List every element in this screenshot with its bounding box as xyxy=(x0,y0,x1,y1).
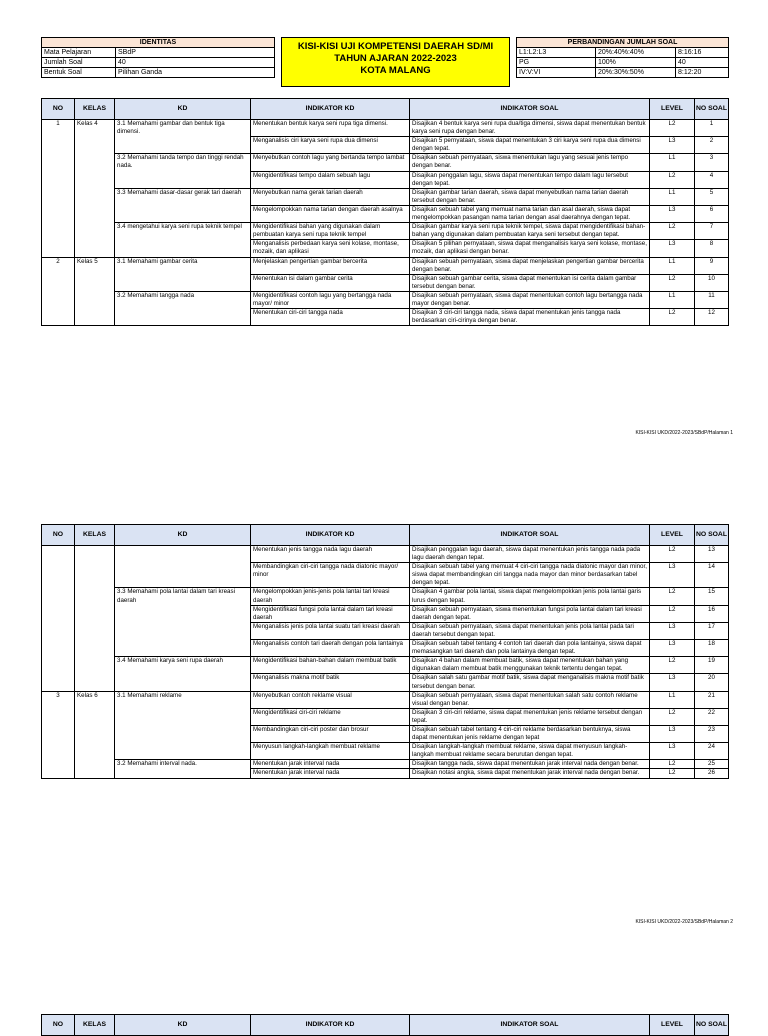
row-no-cell: 3 xyxy=(42,691,75,708)
row-level-cell: L1 xyxy=(650,188,695,205)
row-level-cell: L2 xyxy=(650,274,695,291)
row-indikator-kd-cell: Menganalisis ciri karya seni rupa dua dimensi xyxy=(251,137,410,154)
row-kd-cell xyxy=(115,725,251,742)
row-level-cell: L2 xyxy=(650,588,695,605)
row-level-cell: L2 xyxy=(650,760,695,769)
row-no-cell xyxy=(42,725,75,742)
row-indikator-kd-cell: Mengidentifikasi fungsi pola lantai dalam tari kreasi daerah xyxy=(251,605,410,622)
row-indikator-kd-cell: Menganalisis perbedaan karya seni kolase, montase, mozaik, dan aplikasi xyxy=(251,240,410,257)
row-kelas-cell xyxy=(75,274,115,291)
row-no-soal-cell: 11 xyxy=(695,291,729,308)
row-indikator-kd-cell: Menganalisis makna motif batik xyxy=(251,674,410,691)
row-kelas-cell xyxy=(75,622,115,639)
page-footer-2: KISI-KISI UKD/2022-2023/SBdP/Halaman 2 xyxy=(635,919,733,925)
row-no-soal-cell: 14 xyxy=(695,563,729,588)
row-kelas-cell xyxy=(75,240,115,257)
identitas-label: Mata Pelajaran xyxy=(42,48,116,58)
row-indikator-soal-cell: Disajikan sebuah tabel yang memuat 4 ciri-ciri tangga nada diatonic mayor dan minor, siswa dapat membandingkan ciri tangga nada mayor dan minor berdasarkan tabel dengan tepat. xyxy=(410,563,650,588)
perbandingan-cell: 8:16:16 xyxy=(676,48,729,58)
table-row xyxy=(42,674,729,691)
row-kelas-cell xyxy=(75,605,115,622)
row-indikator-soal-cell: Disajikan sebuah pernyataan, siswa dapat menentukan salah satu contoh reklame visual dengan benar. xyxy=(410,691,650,708)
table-row xyxy=(42,760,729,769)
row-no-cell: 1 xyxy=(42,120,75,137)
row-indikator-kd-cell: Menganalisis jenis pola lantai suatu tari kreasi daerah xyxy=(251,622,410,639)
row-no-cell xyxy=(42,588,75,605)
perbandingan-table xyxy=(516,37,729,78)
row-no-cell xyxy=(42,546,75,563)
row-level-cell: L3 xyxy=(650,240,695,257)
row-indikator-soal-cell: Disajikan salah satu gambar motif batik, siswa dapat menganalisis makna motif batik tersebut dengan benar. xyxy=(410,674,650,691)
row-kd-cell xyxy=(115,769,251,778)
row-kd-cell xyxy=(115,205,251,222)
row-indikator-kd-cell: Menyebutkan nama gerak tarian daerah xyxy=(251,188,410,205)
row-level-cell: L3 xyxy=(650,563,695,588)
row-kelas-cell xyxy=(75,588,115,605)
identitas-value: SBdP xyxy=(116,48,275,58)
row-kd-cell xyxy=(115,546,251,563)
row-kd-cell xyxy=(115,743,251,760)
row-no-cell xyxy=(42,760,75,769)
row-kelas-cell: Kelas 6 xyxy=(75,691,115,708)
col-header-indikator-kd: INDIKATOR KD xyxy=(251,1015,410,1036)
row-kelas-cell xyxy=(75,657,115,674)
col-header-indikator-soal: INDIKATOR SOAL xyxy=(410,525,650,546)
perbandingan-cell: 20%:30%:50% xyxy=(596,68,676,78)
row-indikator-soal-cell: Disajikan sebuah pernyataan, siswa menentukan lagu yang sesuai jenis tempo dengan benar. xyxy=(410,154,650,171)
row-kelas-cell xyxy=(75,137,115,154)
row-no-cell xyxy=(42,657,75,674)
row-no-cell xyxy=(42,309,75,326)
identitas-title: IDENTITAS xyxy=(42,38,275,48)
row-kd-cell xyxy=(115,605,251,622)
table-row xyxy=(42,657,729,674)
col-header-kelas: KELAS xyxy=(75,525,115,546)
row-indikator-kd-cell: Mengidentifikasi tempo dalam sebuah lagu xyxy=(251,171,410,188)
row-kd-cell xyxy=(115,674,251,691)
row-indikator-kd-cell: Menyebutkan contoh reklame visual xyxy=(251,691,410,708)
table-row xyxy=(42,171,729,188)
row-no-cell xyxy=(42,563,75,588)
table-row xyxy=(42,743,729,760)
table-row xyxy=(42,223,729,240)
table-row xyxy=(42,120,729,137)
row-no-cell xyxy=(42,240,75,257)
row-kd-cell: 3.3 Memahami pola lantai dalam tari kreasi daerah xyxy=(115,588,251,605)
row-indikator-kd-cell: Menyebutkan contoh lagu yang bertanda tempo lambat xyxy=(251,154,410,171)
row-indikator-soal-cell: Disajikan penggalan lagu daerah, siswa dapat menentukan jenis tangga nada pada lagu daerah dengan tepat. xyxy=(410,546,650,563)
col-header-indikator-kd: INDIKATOR KD xyxy=(251,525,410,546)
row-level-cell: L1 xyxy=(650,154,695,171)
row-no-cell xyxy=(42,137,75,154)
row-level-cell: L1 xyxy=(650,291,695,308)
row-indikator-kd-cell: Mengelompokkan nama tarian dengan daerah asalnya xyxy=(251,205,410,222)
row-indikator-soal-cell: Disajikan notasi angka, siswa dapat menentukan jarak interval nada dengan benar. xyxy=(410,769,650,778)
row-kelas-cell xyxy=(75,188,115,205)
row-level-cell: L2 xyxy=(650,309,695,326)
table-row xyxy=(42,691,729,708)
row-level-cell: L2 xyxy=(650,546,695,563)
row-no-cell xyxy=(42,223,75,240)
row-kelas-cell xyxy=(75,171,115,188)
row-kd-cell xyxy=(115,240,251,257)
table-row xyxy=(42,546,729,563)
row-kd-cell: 3.4 Memahami karya seni rupa daerah xyxy=(115,657,251,674)
row-kd-cell: 3.1 Memahami reklame xyxy=(115,691,251,708)
table-row xyxy=(42,274,729,291)
row-kd-cell: 3.4 mengetahui karya seni rupa teknik tempel xyxy=(115,223,251,240)
row-indikator-soal-cell: Disajikan sebuah tabel yang memuat nama tarian dan asal daerah, siswa dapat mengelompokkan pasangan nama tarian dengan asal daerahnya dengan tepat. xyxy=(410,205,650,222)
row-no-soal-cell: 17 xyxy=(695,622,729,639)
row-kelas-cell xyxy=(75,309,115,326)
row-indikator-soal-cell: Disajikan langkah-langkah membuat reklame, siswa dapat menyusun langkah-langkah membuat reklame secara berurutan dengan tepat. xyxy=(410,743,650,760)
row-no-soal-cell: 18 xyxy=(695,640,729,657)
row-no-soal-cell: 10 xyxy=(695,274,729,291)
table-row xyxy=(42,137,729,154)
row-kelas-cell xyxy=(75,205,115,222)
row-indikator-soal-cell: Disajikan sebuah pernyataan, siswa dapat menentukan jenis pola lantai pada tari daerah tersebut dengan tepat. xyxy=(410,622,650,639)
row-kd-cell: 3.3 Memahami dasar-dasar gerak tari daerah xyxy=(115,188,251,205)
perbandingan-cell: L1:L2:L3 xyxy=(517,48,596,58)
perbandingan-cell: PG xyxy=(517,58,596,68)
row-indikator-soal-cell: Disajikan sebuah pernyataan, siswa dapat menentukan contoh lagu bertangga nada mayor dengan benar. xyxy=(410,291,650,308)
row-no-soal-cell: 13 xyxy=(695,546,729,563)
row-no-soal-cell: 26 xyxy=(695,769,729,778)
row-indikator-soal-cell: Disajikan sebuah tabel tentang 4 contoh tari daerah dan pola lantainya, siswa dapat memasangkan tari daerah dan pola lantainya dengan tepat. xyxy=(410,640,650,657)
identitas-label: Bentuk Soal xyxy=(42,68,116,78)
row-no-soal-cell: 19 xyxy=(695,657,729,674)
col-header-no: NO xyxy=(42,99,75,120)
row-kd-cell: 3.1 Memahami gambar dan bentuk tiga dimensi. xyxy=(115,120,251,137)
perbandingan-cell: 40 xyxy=(676,58,729,68)
row-indikator-soal-cell: Disajikan 4 bentuk karya seni rupa dua/tiga dimensi, siswa dapat menentukan bentuk karya seni rupa dengan benar. xyxy=(410,120,650,137)
row-no-soal-cell: 23 xyxy=(695,725,729,742)
row-kelas-cell xyxy=(75,640,115,657)
row-level-cell: L2 xyxy=(650,657,695,674)
row-no-soal-cell: 3 xyxy=(695,154,729,171)
row-no-soal-cell: 4 xyxy=(695,171,729,188)
row-indikator-kd-cell: Menentukan jarak interval nada xyxy=(251,760,410,769)
row-kelas-cell xyxy=(75,708,115,725)
col-header-indikator-kd: INDIKATOR KD xyxy=(251,99,410,120)
row-kd-cell: 3.2 Memahami tanda tempo dan tinggi rendah nada. xyxy=(115,154,251,171)
perbandingan-cell: 100% xyxy=(596,58,676,68)
row-no-soal-cell: 20 xyxy=(695,674,729,691)
table-row xyxy=(42,291,729,308)
row-no-cell xyxy=(42,769,75,778)
col-header-kelas: KELAS xyxy=(75,1015,115,1036)
col-header-no-soal: NO SOAL xyxy=(695,1015,729,1036)
row-indikator-soal-cell: Disajikan 4 bahan dalam membuat batik, siswa dapat menentukan bahan yang digunakan dalam membuat batik menggunakan teknik tertentu dengan tepat. xyxy=(410,657,650,674)
row-kelas-cell xyxy=(75,291,115,308)
row-indikator-soal-cell: Disajikan sebuah pernyataan, siswa dapat menjelaskan pengertian gambar bercerita dengan benar. xyxy=(410,257,650,274)
row-indikator-soal-cell: Disajikan tangga nada, siswa dapat menentukan jarak interval nada dengan benar. xyxy=(410,760,650,769)
row-kelas-cell xyxy=(75,546,115,563)
col-header-kd: KD xyxy=(115,99,251,120)
row-kd-cell: 3.2 Memahami tangga nada xyxy=(115,291,251,308)
col-header-level: LEVEL xyxy=(650,525,695,546)
row-indikator-kd-cell: Menentukan jarak interval nada xyxy=(251,769,410,778)
row-level-cell: L3 xyxy=(650,640,695,657)
row-kd-cell xyxy=(115,274,251,291)
document-title-line3: KOTA MALANG xyxy=(360,65,431,76)
col-header-no: NO xyxy=(42,525,75,546)
row-kd-cell xyxy=(115,708,251,725)
row-indikator-soal-cell: Disajikan sebuah pernyataan, siswa menentukan fungsi pola lantai dalam tari kreasi daerah dengan tepat. xyxy=(410,605,650,622)
table-row xyxy=(42,240,729,257)
table-row xyxy=(42,188,729,205)
row-no-soal-cell: 2 xyxy=(695,137,729,154)
col-header-indikator-soal: INDIKATOR SOAL xyxy=(410,99,650,120)
row-indikator-kd-cell: Mengidentifikasi bahan yang digunakan dalam pembuatan karya seni rupa teknik tempel xyxy=(251,223,410,240)
row-indikator-kd-cell: Mengelompokkan jenis-jenis pola lantai tari kreasi daerah xyxy=(251,588,410,605)
row-kelas-cell xyxy=(75,563,115,588)
row-no-soal-cell: 15 xyxy=(695,588,729,605)
perbandingan-cell: 8:12:20 xyxy=(676,68,729,78)
row-indikator-soal-cell: Disajikan gambar tarian daerah, siswa dapat menyebutkan nama tarian daerah tersebut dengan benar. xyxy=(410,188,650,205)
table-row xyxy=(42,205,729,222)
row-no-soal-cell: 7 xyxy=(695,223,729,240)
row-indikator-soal-cell: Disajikan sebuah tabel tentang 4 ciri-ciri reklame berdasarkan bentuknya, siswa dapat menentukan jenis reklame dengan tepat xyxy=(410,725,650,742)
row-indikator-soal-cell: Disajikan penggalan lagu, siswa dapat menentukan tempo dalam lagu tersebut dengan tepat. xyxy=(410,171,650,188)
row-kd-cell xyxy=(115,309,251,326)
col-header-kd: KD xyxy=(115,1015,251,1036)
row-no-soal-cell: 6 xyxy=(695,205,729,222)
col-header-indikator-soal: INDIKATOR SOAL xyxy=(410,1015,650,1036)
row-level-cell: L2 xyxy=(650,171,695,188)
table-row xyxy=(42,309,729,326)
row-no-soal-cell: 1 xyxy=(695,120,729,137)
row-indikator-kd-cell: Menganalisis contoh tari daerah dengan pola lantainya xyxy=(251,640,410,657)
row-no-cell xyxy=(42,605,75,622)
row-no-cell xyxy=(42,154,75,171)
table-row xyxy=(42,622,729,639)
table-row xyxy=(42,257,729,274)
row-indikator-soal-cell: Disajikan 5 pernyataan, siswa dapat menentukan 3 ciri karya seni rupa dua dimensi dengan tepat. xyxy=(410,137,650,154)
row-kelas-cell xyxy=(75,769,115,778)
identitas-value: Pilihan Ganda xyxy=(116,68,275,78)
row-level-cell: L1 xyxy=(650,257,695,274)
row-indikator-soal-cell: Disajikan 5 pilihan pernyataan, siswa dapat menganalisis karya seni kolase, montase, mozaik, dan aplikasi dengan benar. xyxy=(410,240,650,257)
row-no-soal-cell: 24 xyxy=(695,743,729,760)
row-no-soal-cell: 22 xyxy=(695,708,729,725)
row-level-cell: L3 xyxy=(650,622,695,639)
row-kelas-cell xyxy=(75,223,115,240)
row-indikator-kd-cell: Membandingkan ciri-ciri tangga nada diatonic mayor/ minor xyxy=(251,563,410,588)
row-level-cell: L3 xyxy=(650,137,695,154)
row-indikator-kd-cell: Menentukan ciri-ciri tangga nada xyxy=(251,309,410,326)
row-kd-cell xyxy=(115,137,251,154)
row-no-soal-cell: 21 xyxy=(695,691,729,708)
row-indikator-kd-cell: Mengidentifikasi ciri-ciri reklame xyxy=(251,708,410,725)
row-kd-cell xyxy=(115,640,251,657)
row-no-cell xyxy=(42,274,75,291)
row-indikator-soal-cell: Disajikan gambar karya seni rupa teknik tempel, siswa dapat mengidentifikasi bahan-bahan yang digunakan dalam pembuatan karya seni tersebut dengan tepat. xyxy=(410,223,650,240)
row-kelas-cell xyxy=(75,674,115,691)
row-level-cell: L1 xyxy=(650,691,695,708)
table-row xyxy=(42,588,729,605)
perbandingan-title: PERBANDINGAN JUMLAH SOAL xyxy=(517,38,729,48)
table-row xyxy=(42,640,729,657)
document-title-line1: KISI-KISI UJI KOMPETENSI DAERAH SD/MI xyxy=(297,41,494,52)
document-title-line2: TAHUN AJARAN 2022-2023 xyxy=(334,53,457,64)
identitas-label: Jumlah Soal xyxy=(42,58,116,68)
row-no-cell xyxy=(42,205,75,222)
row-indikator-soal-cell: Disajikan sebuah gambar cerita, siswa dapat menentukan isi cerita dalam gambar tersebut dengan benar. xyxy=(410,274,650,291)
row-kelas-cell: Kelas 5 xyxy=(75,257,115,274)
row-kd-cell: 3.2 Memahami interval nada. xyxy=(115,760,251,769)
row-kelas-cell xyxy=(75,760,115,769)
row-indikator-soal-cell: Disajikan 3 ciri-ciri reklame, siswa dapat menentukan jenis reklame tersebut dengan tepat. xyxy=(410,708,650,725)
row-no-cell xyxy=(42,622,75,639)
row-kelas-cell xyxy=(75,743,115,760)
table-row xyxy=(42,154,729,171)
kisi-table-page-1 xyxy=(41,98,729,326)
perbandingan-cell: 20%:40%:40% xyxy=(596,48,676,58)
row-level-cell: L3 xyxy=(650,205,695,222)
row-level-cell: L3 xyxy=(650,725,695,742)
row-indikator-kd-cell: Mengidentifikasi bahan-bahan dalam membuat batik xyxy=(251,657,410,674)
row-indikator-soal-cell: Disajikan 3 ciri-ciri tangga nada, siswa dapat menentukan jenis tangga nada berdasarkan ciri-cirinya dengan benar. xyxy=(410,309,650,326)
col-header-kelas: KELAS xyxy=(75,99,115,120)
row-kd-cell xyxy=(115,622,251,639)
row-no-cell xyxy=(42,640,75,657)
col-header-level: LEVEL xyxy=(650,1015,695,1036)
row-no-soal-cell: 12 xyxy=(695,309,729,326)
row-no-cell xyxy=(42,674,75,691)
row-level-cell: L2 xyxy=(650,605,695,622)
row-indikator-kd-cell: Mengidentifikasi contoh lagu yang bertangga nada mayor/ minor xyxy=(251,291,410,308)
row-kelas-cell xyxy=(75,725,115,742)
row-indikator-kd-cell: Menentukan bentuk karya seni rupa tiga dimensi. xyxy=(251,120,410,137)
row-no-cell xyxy=(42,708,75,725)
row-level-cell: L3 xyxy=(650,743,695,760)
row-indikator-kd-cell: Menjelaskan pengertian gambar bercerita xyxy=(251,257,410,274)
row-indikator-kd-cell: Menentukan jenis tangga nada lagu daerah xyxy=(251,546,410,563)
kisi-table-page-2 xyxy=(41,524,729,779)
row-indikator-kd-cell: Menyusun langkah-langkah membuat reklame xyxy=(251,743,410,760)
row-no-cell: 2 xyxy=(42,257,75,274)
row-no-cell xyxy=(42,188,75,205)
row-level-cell: L2 xyxy=(650,120,695,137)
row-no-soal-cell: 16 xyxy=(695,605,729,622)
row-kelas-cell xyxy=(75,154,115,171)
row-no-soal-cell: 8 xyxy=(695,240,729,257)
table-row xyxy=(42,708,729,725)
perbandingan-cell: IV:V:VI xyxy=(517,68,596,78)
kisi-table-page-3-header xyxy=(41,1014,729,1036)
document-title-box xyxy=(281,37,510,87)
row-level-cell: L2 xyxy=(650,769,695,778)
row-level-cell: L2 xyxy=(650,708,695,725)
row-no-cell xyxy=(42,743,75,760)
row-indikator-soal-cell: Disajikan 4 gambar pola lantai, siswa dapat mengelompokkan jenis pola lantai garis lurus dengan tepat. xyxy=(410,588,650,605)
identitas-table xyxy=(41,37,275,78)
row-no-cell xyxy=(42,291,75,308)
identitas-value: 40 xyxy=(116,58,275,68)
row-kd-cell xyxy=(115,171,251,188)
col-header-no-soal: NO SOAL xyxy=(695,99,729,120)
table-row xyxy=(42,563,729,588)
table-row xyxy=(42,725,729,742)
row-no-soal-cell: 9 xyxy=(695,257,729,274)
row-level-cell: L2 xyxy=(650,223,695,240)
row-no-soal-cell: 5 xyxy=(695,188,729,205)
row-no-cell xyxy=(42,171,75,188)
row-indikator-kd-cell: Menentukan isi dalam gambar cerita xyxy=(251,274,410,291)
col-header-no: NO xyxy=(42,1015,75,1036)
row-kd-cell: 3.1 Memahami gambar cerita xyxy=(115,257,251,274)
row-no-soal-cell: 25 xyxy=(695,760,729,769)
table-row xyxy=(42,769,729,778)
col-header-kd: KD xyxy=(115,525,251,546)
col-header-level: LEVEL xyxy=(650,99,695,120)
row-indikator-kd-cell: Membandingkan ciri-ciri poster dan brosur xyxy=(251,725,410,742)
table-row xyxy=(42,605,729,622)
row-level-cell: L3 xyxy=(650,674,695,691)
row-kd-cell xyxy=(115,563,251,588)
col-header-no-soal: NO SOAL xyxy=(695,525,729,546)
page-footer-1: KISI-KISI UKD/2022-2023/SBdP/Halaman 1 xyxy=(635,430,733,436)
row-kelas-cell: Kelas 4 xyxy=(75,120,115,137)
